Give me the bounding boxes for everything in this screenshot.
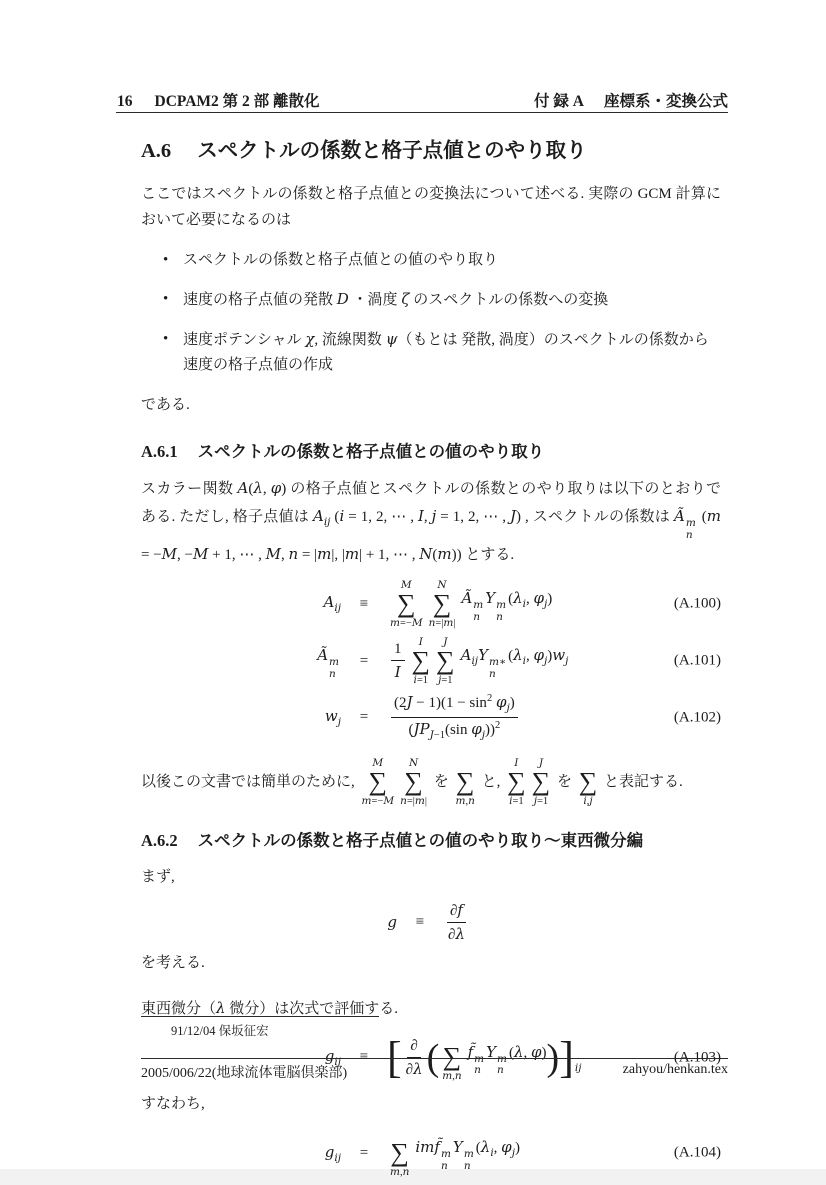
equation-rhs: [ $\frac{\partial}{\partial\lambda}$ ( ∑ m,n f̃ m n Y m n (λ, φ) ) ] ij	[387, 1032, 582, 1083]
section-title: スペクトルの係数と格子点値との値のやり取り	[197, 442, 545, 461]
section-heading-a61	[141, 441, 721, 463]
equation-number: (A.104)	[673, 1145, 721, 1162]
equation-rhs: M ∑ m=−M N ∑ n=|m| Ã m n Y m n ($\lambda_i$, $\varphi_j$)	[390, 578, 553, 629]
equation-lhs: Ã m n	[317, 646, 339, 680]
kangaeru-paragraph: を考える.	[141, 954, 205, 971]
equation-rhs: $\frac{1}{I}$ I ∑ i=1 J ∑ j=1 $A_{ij}Y$ m∗ n ($\lambda_i$, $\varphi_j)w_j$	[387, 636, 568, 687]
page-footer	[141, 1062, 728, 1082]
section-title: スペクトルの係数と格子点値との値のやり取り〜東西微分編	[197, 831, 644, 850]
equation-relation: ≡	[415, 914, 425, 931]
header-left-title: DCPAM2 第 2 部 離散化	[154, 93, 320, 110]
section-title: スペクトルの係数と格子点値とのやり取り	[197, 139, 587, 162]
equation-a101	[141, 636, 721, 687]
page-header	[117, 93, 728, 112]
bullet-icon: •	[163, 290, 169, 307]
equation-number: (A.100)	[673, 595, 721, 612]
equation-rhs: $\frac{\partial f}{\partial\lambda}$	[448, 900, 465, 943]
header-rule	[116, 112, 728, 113]
header-right-title: 座標系・変換公式	[603, 93, 728, 110]
footnote-text: 91/12/04 保坂征宏	[171, 1024, 269, 1038]
equation-lhs: $A_{ij}$	[323, 593, 341, 615]
bullet-icon: •	[163, 252, 169, 269]
equation-lhs: $g_{ij}$	[324, 1142, 341, 1164]
list-item	[161, 287, 721, 314]
section-heading-a62	[141, 830, 721, 852]
touzai-paragraph: 東西微分（λ 微分）は次式で評価する.	[141, 998, 399, 1017]
a61-body-paragraph: スカラー関数 A(λ, φ) の格子点値とスペクトルの係数とのやり取りは以下のとおりである. ただし, 格子点値は $A_{ij}$ (i = 1, 2, ⋯ , I, j = 1, 2, ⋯ , J) , スペクトルの係数は Ã m n (m = −M, −M + 1, ⋯ , M, n = |m|, |m| + 1, ⋯ , N(m)) とする.	[141, 479, 722, 564]
footer-rule	[141, 1058, 728, 1059]
section-number: A.6.2	[141, 830, 178, 850]
footer-spacer	[347, 1062, 623, 1082]
equation-relation: =	[359, 1145, 369, 1162]
equation-relation: ≡	[359, 1049, 369, 1066]
header-appendix-label: 付 録 A	[534, 93, 584, 110]
list-item-text: 速度の格子点値の発散 D ・渦度 ζ のスペクトルの係数への変換	[183, 289, 609, 308]
equation-relation: =	[359, 709, 369, 726]
section-number: A.6.1	[141, 441, 178, 461]
bullet-list	[161, 248, 721, 379]
section-heading-a6	[141, 138, 721, 165]
equation-a100	[141, 579, 721, 630]
list-item	[161, 248, 721, 274]
list-item-text: スペクトルの係数と格子点値との値のやり取り	[183, 252, 499, 269]
after-bullets-paragraph: である.	[141, 397, 190, 414]
intro-paragraph: ここではスペクトルの係数と格子点値との変換法について述べる. 実際の GCM 計算において必要になるのは	[141, 185, 721, 229]
equation-a104	[141, 1128, 721, 1179]
equation-rhs: $\frac{(2J - 1)(1 - \sin^2 \varphi_j)}{(JP_{J-1}(\sin \varphi_j))^2}$	[387, 693, 522, 743]
equation-number: (A.103)	[673, 1049, 721, 1066]
page-number: 16	[117, 93, 133, 110]
equation-lhs: $g_{ij}$	[324, 1046, 341, 1068]
bullet-icon: •	[163, 330, 169, 347]
equation-relation: ≡	[359, 595, 369, 612]
list-item	[161, 327, 721, 380]
equation-number: (A.102)	[673, 709, 721, 726]
footnote-rule	[141, 1016, 379, 1017]
mazu-paragraph: まず,	[141, 869, 175, 886]
equation-relation: =	[359, 652, 369, 669]
sunawachi-paragraph: すなわち,	[141, 1096, 205, 1113]
footer-right-text: zahyou/henkan.tex	[622, 1062, 728, 1077]
list-item-text: 速度ポテンシャル χ, 流線関数 ψ（もとは 発散, 渦度）のスペクトルの係数から速度の格子点値の作成	[183, 329, 709, 374]
equation-lhs: g	[387, 912, 397, 931]
footer-left-text: 2005/006/22(地球流体電脳倶楽部)	[141, 1066, 348, 1081]
equation-g-definition	[141, 901, 721, 944]
equation-number: (A.101)	[673, 652, 721, 669]
equation-lhs: $w_j$	[324, 706, 341, 728]
equation-a102	[141, 693, 721, 743]
section-number: A.6	[141, 140, 172, 162]
equation-rhs: ∑ m,n imf̃ m n Y m n ($\lambda_i$, $\varphi_j$)	[390, 1138, 520, 1178]
notation-paragraph: 以後この文書では簡単のために, M ∑ m=−M N ∑ n=|m| を ∑ m,n と, I ∑ i=1 J ∑ j=1 を ∑ i,j と表記する.	[141, 756, 683, 807]
